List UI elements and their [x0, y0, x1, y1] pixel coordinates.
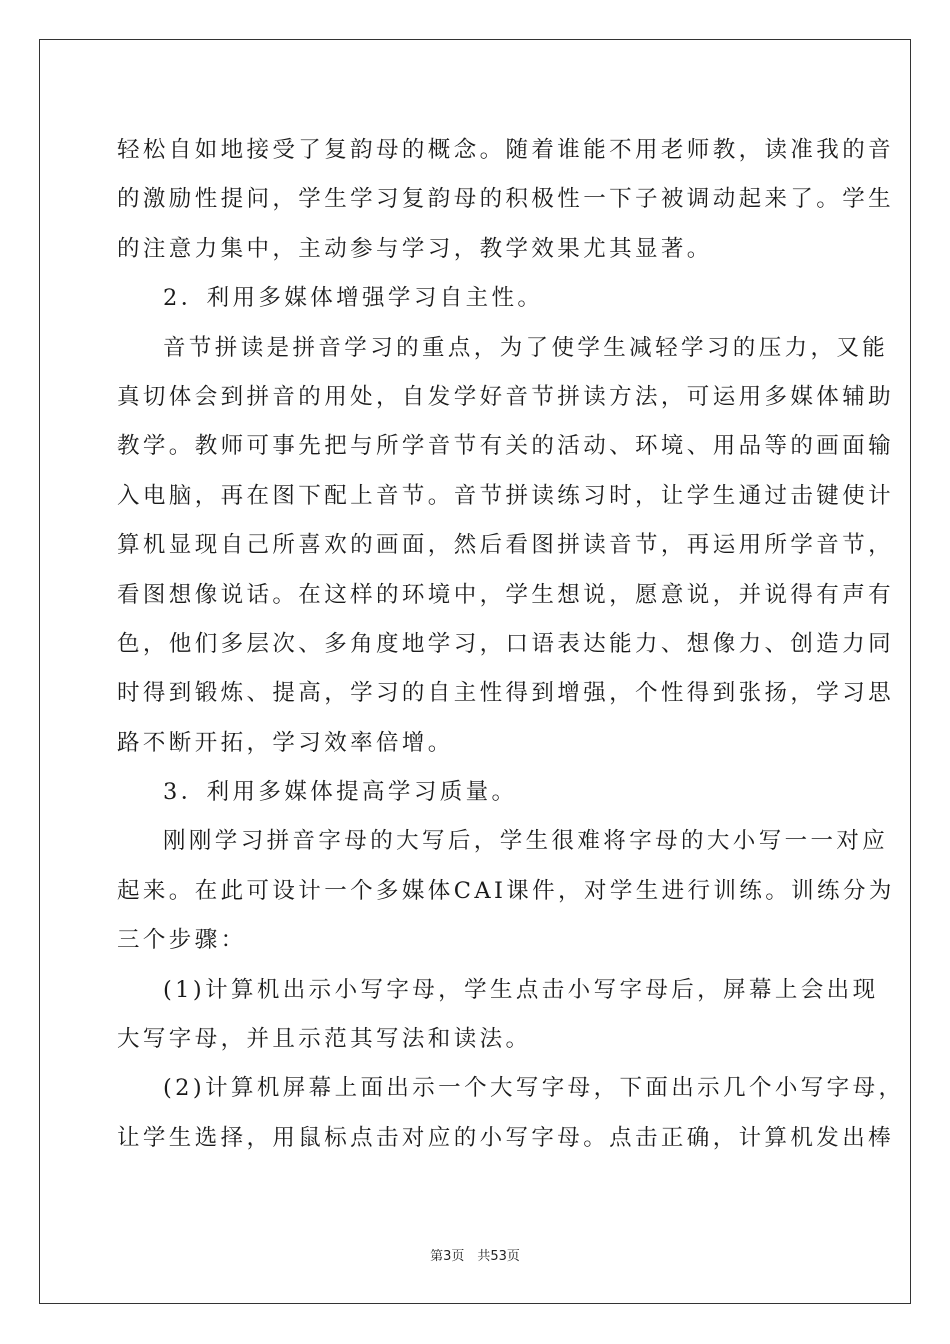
text-line: 教学。教师可事先把与所学音节有关的活动、环境、用品等的画面输 — [117, 433, 895, 460]
text-line: 看图想像说话。在这样的环境中，学生想说，愿意说，并说得有声有 — [117, 581, 895, 608]
text-line: 算机显现自己所喜欢的画面，然后看图拼读音节，再运用所学音节， — [117, 532, 895, 559]
text-line: 的激励性提问，学生学习复韵母的积极性一下子被调动起来了。学生 — [117, 186, 895, 213]
list-item: (1)计算机出示小写字母，学生点击小写字母后，屏幕上会出现 — [163, 976, 879, 1003]
text-line: 路不断开拓，学习效率倍增。 — [117, 729, 454, 756]
page-number-footer: 第3页 共53页 — [430, 1249, 520, 1264]
text-line: 时得到锻炼、提高，学习的自主性得到增强，个性得到张扬，学习思 — [117, 680, 895, 707]
text-line: 音节拼读是拼音学习的重点，为了使学生减轻学习的压力，又能 — [163, 334, 889, 361]
list-item: (2)计算机屏幕上面出示一个大写字母，下面出示几个小写字母， — [163, 1075, 905, 1102]
section-heading: 3．利用多媒体提高学习质量。 — [163, 779, 518, 806]
text-line: 的注意力集中，主动参与学习，教学效果尤其显著。 — [117, 235, 713, 262]
text-line: 让学生选择，用鼠标点击对应的小写字母。点击正确，计算机发出棒 — [117, 1124, 895, 1151]
text-line: 真切体会到拼音的用处，自发学好音节拼读方法，可运用多媒体辅助 — [117, 383, 895, 410]
section-heading: 2．利用多媒体增强学习自主性。 — [163, 285, 544, 312]
text-line: 大写字母，并且示范其写法和读法。 — [117, 1026, 532, 1053]
text-line: 三个步骤： — [117, 927, 247, 954]
text-line: 轻松自如地接受了复韵母的概念。随着谁能不用老师教，读准我的音 — [117, 137, 895, 163]
text-line: 入电脑，再在图下配上音节。音节拼读练习时，让学生通过击键使计 — [117, 482, 895, 509]
text-line: 刚刚学习拼音字母的大写后，学生很难将字母的大小写一一对应 — [163, 828, 889, 855]
text-line: 起来。在此可设计一个多媒体CAI课件，对学生进行训练。训练分为 — [117, 877, 895, 904]
text-line: 色，他们多层次、多角度地学习，口语表达能力、想像力、创造力同 — [117, 630, 895, 657]
document-body — [117, 128, 905, 1165]
